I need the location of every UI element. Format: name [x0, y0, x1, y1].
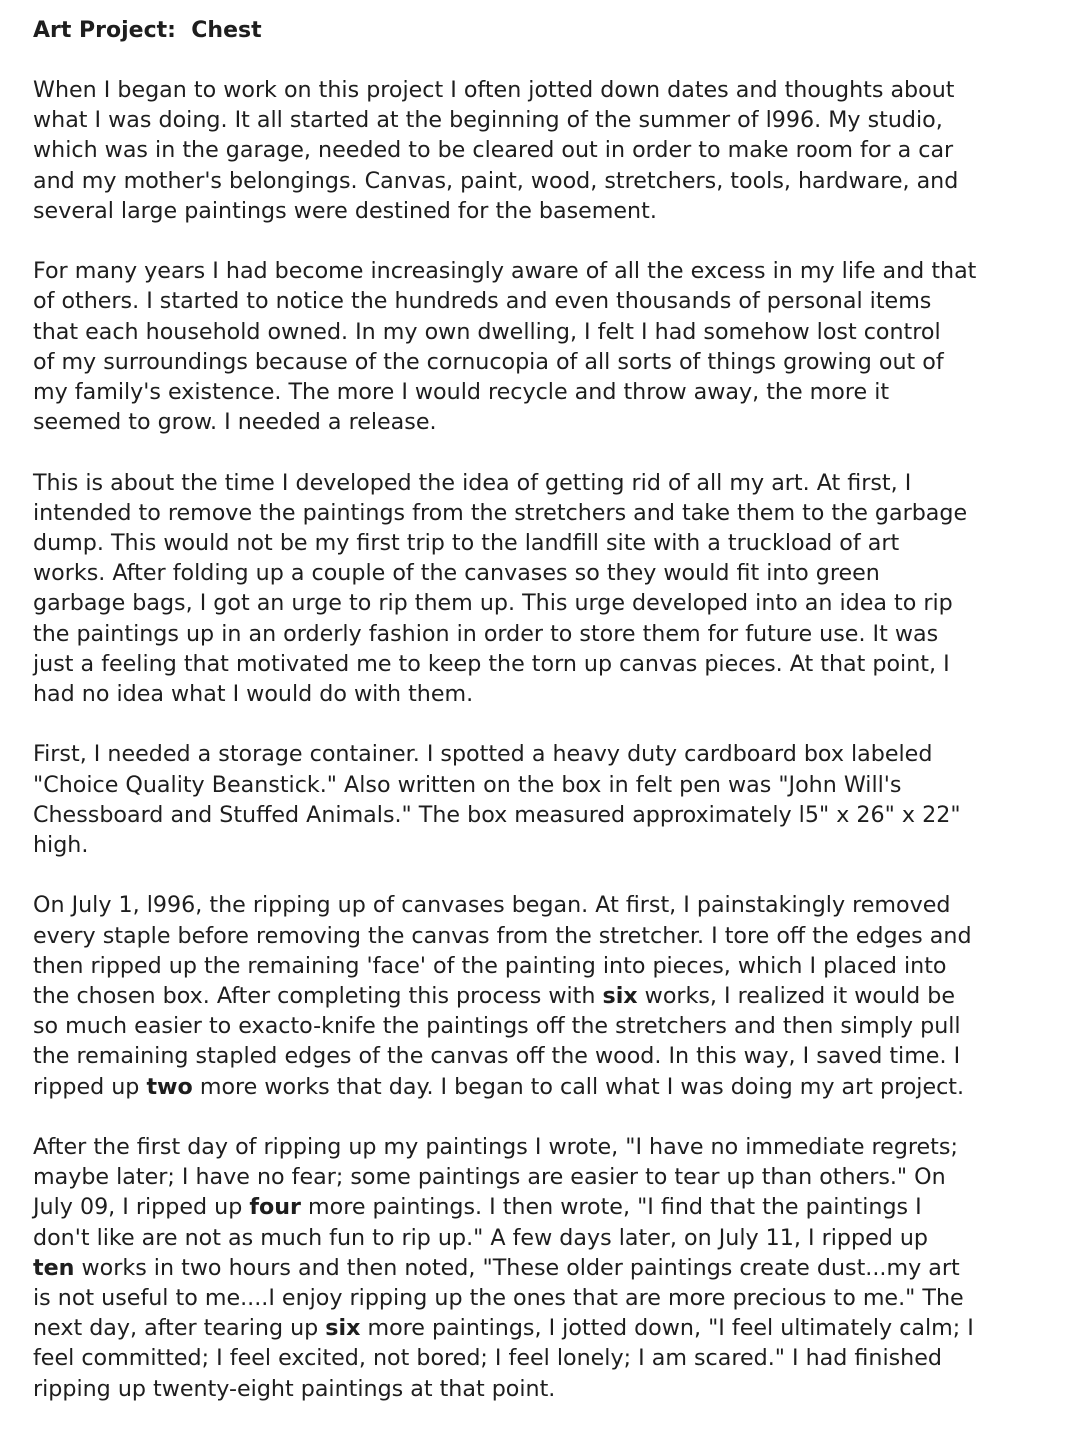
- text-line: of my surroundings because of the cornucopia of all sorts of things growing out of: [33, 348, 944, 375]
- text-segment: works, I realized it would be: [637, 983, 956, 1010]
- text-segment: works in two hours and then noted, "These older paintings create dust...my art: [74, 1254, 960, 1281]
- emphasized-count: four: [249, 1194, 301, 1221]
- paragraph: [33, 468, 1050, 710]
- paragraph: [33, 256, 1050, 437]
- text-line: [33, 1192, 1050, 1222]
- text-line: Chessboard and Stuffed Animals." The box measured approximately l5" x 26" x 22": [33, 801, 961, 828]
- text-segment: more paintings. I then wrote, "I find that the paintings I: [300, 1194, 922, 1221]
- paragraph: [33, 739, 1050, 860]
- text-line: and my mother's belongings. Canvas, paint, wood, stretchers, tools, hardware, and: [33, 167, 959, 194]
- text-line: works. After folding up a couple of the canvases so they would fit into green: [33, 560, 880, 587]
- emphasized-count: two: [146, 1073, 193, 1100]
- text-segment: the chosen box. After completing this process with: [33, 983, 603, 1010]
- text-line: This is about the time I developed the idea of getting rid of all my art. At first, I: [33, 469, 912, 496]
- document-body: [33, 75, 1050, 1404]
- text-line: [33, 1253, 1050, 1283]
- paragraph: [33, 890, 1050, 1101]
- text-line: several large paintings were destined for the basement.: [33, 197, 657, 224]
- text-line: First, I needed a storage container. I spotted a heavy duty cardboard box labeled: [33, 741, 933, 768]
- text-line: the remaining stapled edges of the canvas off the wood. In this way, I saved time. I: [33, 1043, 961, 1070]
- emphasized-count: ten: [33, 1254, 75, 1281]
- emphasized-count: six: [325, 1315, 361, 1342]
- text-line: every staple before removing the canvas from the stretcher. I tore off the edges and: [33, 922, 972, 949]
- text-line: of others. I started to notice the hundreds and even thousands of personal items: [33, 288, 932, 315]
- text-segment: more paintings, I jotted down, "I feel ultimately calm; I: [360, 1315, 974, 1342]
- text-line: feel committed; I feel excited, not bored; I feel lonely; I am scared." I had finished: [33, 1345, 942, 1372]
- text-line: ripping up twenty-eight paintings at that point.: [33, 1375, 556, 1402]
- text-line: dump. This would not be my first trip to the landfill site with a truckload of art: [33, 530, 900, 557]
- text-line: On July 1, l996, the ripping up of canvases began. At first, I painstakingly removed: [33, 892, 951, 919]
- text-segment: more works that day. I began to call what I was doing my art project.: [192, 1073, 965, 1100]
- text-line: my family's existence. The more I would recycle and throw away, the more it: [33, 379, 890, 406]
- emphasized-count: six: [602, 983, 638, 1010]
- text-line: When I began to work on this project I often jotted down dates and thoughts about: [33, 77, 955, 103]
- text-line: don't like are not as much fun to rip up." A few days later, on July 11, I ripped up: [33, 1224, 928, 1251]
- text-line: had no idea what I would do with them.: [33, 681, 474, 708]
- text-segment: next day, after tearing up: [33, 1315, 326, 1342]
- text-line: [33, 981, 1050, 1011]
- text-line: then ripped up the remaining 'face' of the painting into pieces, which I placed into: [33, 952, 947, 979]
- text-line: is not useful to me....I enjoy ripping up the ones that are more precious to me." The: [33, 1285, 964, 1312]
- text-line: which was in the garage, needed to be cleared out in order to make room for a car: [33, 137, 954, 164]
- text-line: intended to remove the paintings from the stretchers and take them to the garbage: [33, 499, 968, 526]
- text-line: what I was doing. It all started at the beginning of the summer of l996. My studio,: [33, 107, 943, 134]
- paragraph: [33, 75, 1050, 226]
- text-line: For many years I had become increasingly aware of all the excess in my life and that: [33, 258, 977, 285]
- document-title: Art Project: Chest: [33, 18, 262, 43]
- text-line: so much easier to exacto-knife the paintings off the stretchers and then simply pull: [33, 1013, 961, 1040]
- text-line: that each household owned. In my own dwelling, I felt I had somehow lost control: [33, 318, 941, 345]
- text-line: garbage bags, I got an urge to rip them up. This urge developed into an idea to rip: [33, 590, 953, 617]
- text-line: seemed to grow. I needed a release.: [33, 409, 437, 436]
- text-line: maybe later; I have no fear; some paintings are easier to tear up than others." On: [33, 1164, 946, 1191]
- text-segment: ripped up: [33, 1073, 147, 1100]
- text-line: the paintings up in an orderly fashion in order to store them for future use. It was: [33, 620, 939, 647]
- paragraph: [33, 1132, 1050, 1404]
- text-line: just a feeling that motivated me to keep the torn up canvas pieces. At that point, I: [33, 650, 950, 677]
- text-line: [33, 1313, 1050, 1343]
- text-line: [33, 1072, 1050, 1102]
- text-line: "Choice Quality Beanstick." Also written on the box in felt pen was "John Will's: [33, 771, 902, 798]
- text-line: After the first day of ripping up my paintings I wrote, "I have no immediate regrets;: [33, 1134, 958, 1161]
- text-line: high.: [33, 832, 89, 859]
- text-segment: July 09, I ripped up: [33, 1194, 250, 1221]
